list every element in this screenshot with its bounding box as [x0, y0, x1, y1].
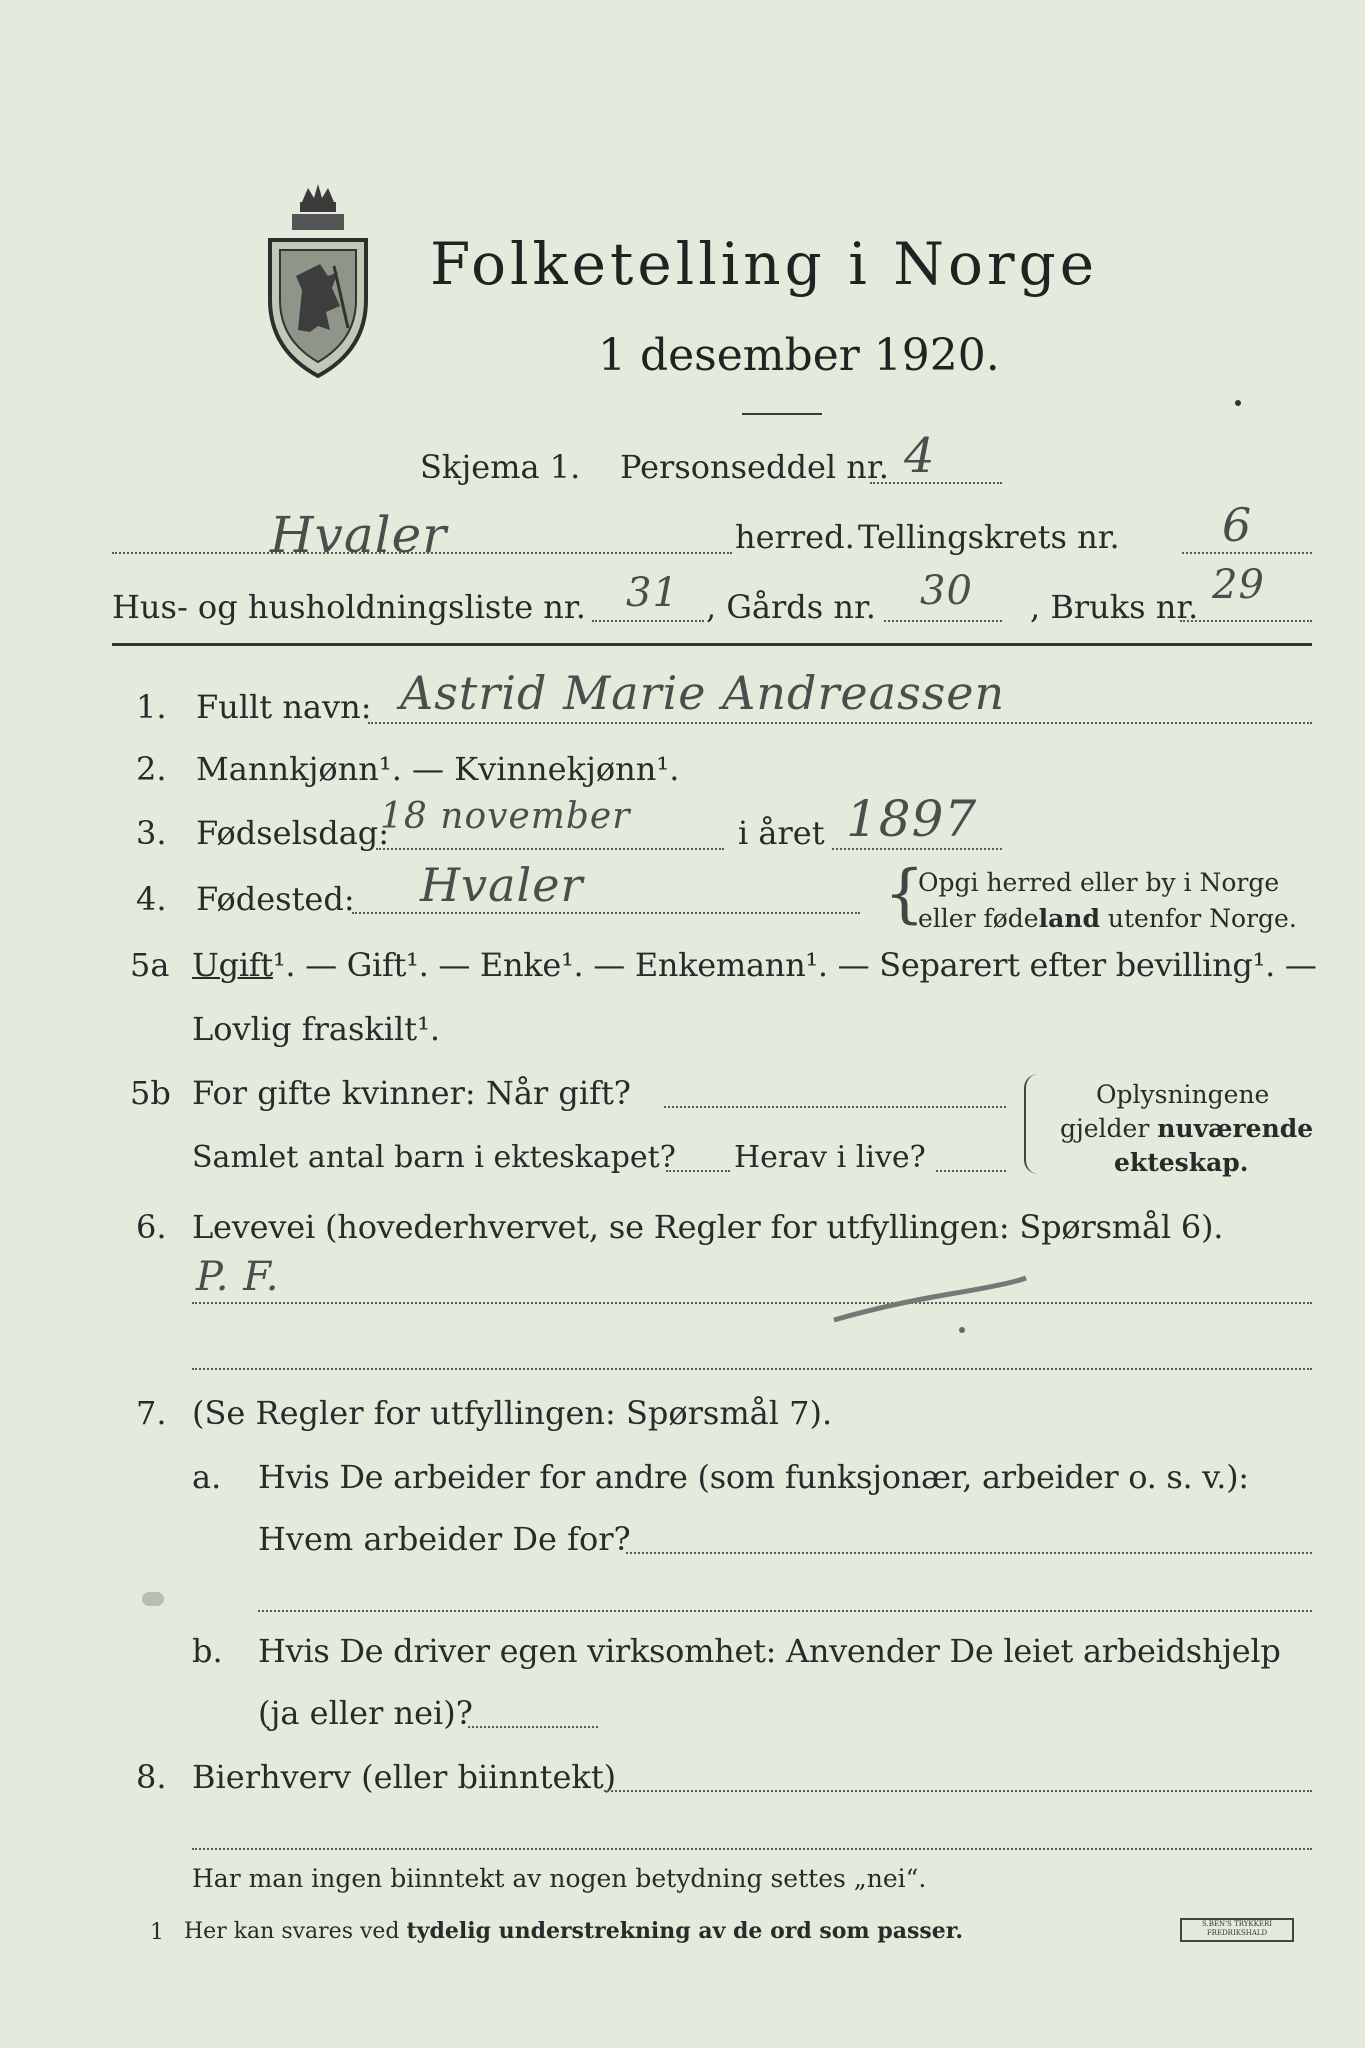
- header-separator: [112, 643, 1312, 646]
- q3-value: 18 november: [380, 796, 631, 837]
- ink-smudge: [142, 1592, 164, 1606]
- q5b-line1: For gifte kvinner: Når gift?: [192, 1074, 631, 1112]
- husholdning-value: 31: [626, 570, 679, 616]
- tellingskrets-line: [1182, 552, 1312, 554]
- personseddel-label: Personseddel nr.: [620, 448, 889, 486]
- q7-number: 7.: [136, 1394, 167, 1432]
- q5b-alive-label: Herav i live?: [734, 1140, 926, 1175]
- q7b-line1: Hvis De driver egen virksomhet: Anvender De leiet arbeidshjelp: [258, 1632, 1281, 1670]
- gards-line: [884, 620, 1002, 622]
- q1-number: 1.: [136, 688, 167, 726]
- q4-label: Fødested:: [196, 880, 355, 918]
- q6-line2: [192, 1368, 1312, 1370]
- q4-value: Hvaler: [420, 858, 584, 912]
- herred-label: herred.: [735, 518, 855, 556]
- q8-line-extra: [192, 1848, 1312, 1850]
- bruks-label: , Bruks nr.: [1030, 588, 1199, 626]
- q5b-number: 5b: [130, 1074, 171, 1112]
- tellingskrets-label: Tellingskrets nr.: [858, 518, 1120, 556]
- q7a-letter: a.: [192, 1458, 222, 1496]
- q4-number: 4.: [136, 880, 167, 918]
- q3-year-value: 1897: [846, 790, 978, 848]
- q3-label: Fødselsdag:: [196, 814, 390, 852]
- q6-value: P. F.: [196, 1254, 280, 1300]
- title-divider: [742, 413, 822, 415]
- herred-value: Hvaler: [270, 506, 448, 564]
- q8-number: 8.: [136, 1758, 167, 1796]
- q2-label: Mannkjønn¹. — Kvinnekjønn¹.: [196, 750, 680, 788]
- q4-brace: {: [884, 857, 925, 931]
- q5a-line2: Lovlig fraskilt¹.: [192, 1010, 441, 1048]
- q6-line1: [192, 1302, 1312, 1304]
- footer-note: Har man ingen biinntekt av nogen betydning settes „nei“.: [192, 1864, 927, 1893]
- personseddel-value: 4: [904, 428, 936, 484]
- form-date: 1 desember 1920.: [598, 330, 1000, 381]
- q6-number: 6.: [136, 1208, 167, 1246]
- printer-stamp: S.BEN'S TRYKKERI FREDRIKSHALD: [1180, 1918, 1294, 1942]
- q6-label: Levevei (hovederhvervet, se Regler for utfyllingen: Spørsmål 6).: [192, 1208, 1224, 1246]
- q7a-line: [626, 1552, 1312, 1554]
- husholdning-label: Hus- og husholdningsliste nr.: [112, 588, 586, 626]
- q4-line: [352, 912, 860, 914]
- mark-dot: [1235, 400, 1241, 406]
- footnote-text: Her kan svares ved tydelig understrekning av de ord som passer.: [184, 1918, 964, 1944]
- q5b-note-line2: gjelder nuværende: [1060, 1114, 1314, 1143]
- q4-note-line2: eller fødeland utenfor Norge.: [918, 904, 1297, 933]
- q5b-children-line: [666, 1170, 730, 1172]
- tellingskrets-value: 6: [1222, 498, 1253, 552]
- q6-pen-stroke: [830, 1268, 1030, 1342]
- q2-number: 2.: [136, 750, 167, 788]
- q5b-alive-line: [936, 1170, 1006, 1172]
- q4-note-line1: Opgi herred eller by i Norge: [918, 868, 1280, 897]
- q5a-number: 5a: [130, 946, 170, 984]
- coat-of-arms-icon: [262, 180, 374, 380]
- q1-label: Fullt navn:: [196, 688, 372, 726]
- q7b-line2: (ja eller nei)?: [258, 1694, 473, 1732]
- q8-label: Bierhverv (eller biinntekt): [192, 1758, 617, 1796]
- q5b-when-line: [664, 1106, 1006, 1108]
- q8-line: [604, 1790, 1312, 1792]
- q5b-children-label: Samlet antal barn i ekteskapet?: [192, 1140, 676, 1175]
- q3-year-label: i året: [738, 814, 825, 852]
- q5a-ugift-underlined: Ugift: [192, 946, 273, 984]
- q5b-note-line1: Oplysningene: [1096, 1080, 1270, 1109]
- footnote-number: 1: [150, 1920, 164, 1945]
- q7b-line: [468, 1726, 598, 1728]
- q3-line: [376, 848, 724, 850]
- gards-label: , Gårds nr.: [706, 588, 876, 626]
- q7a-line1: Hvis De arbeider for andre (som funksjonær, arbeider o. s. v.):: [258, 1458, 1249, 1496]
- schema-label: Skjema 1.: [420, 448, 581, 486]
- q5b-bracket: [1024, 1074, 1040, 1174]
- q5b-note-line3: ekteskap.: [1114, 1148, 1249, 1177]
- gards-value: 30: [920, 568, 973, 614]
- q1-line: [368, 722, 1312, 724]
- q7-label: (Se Regler for utfyllingen: Spørsmål 7).: [192, 1394, 833, 1432]
- q7a-line2: Hvem arbeider De for?: [258, 1520, 631, 1558]
- personseddel-line: [870, 482, 1002, 484]
- form-title: Folketelling i Norge: [430, 230, 1099, 298]
- q5a-options: Ugift¹. — Gift¹. — Enke¹. — Enkemann¹. — Separert efter bevilling¹. —: [192, 946, 1317, 984]
- q7a-line-extra: [258, 1610, 1312, 1612]
- bruks-value: 29: [1212, 562, 1265, 608]
- q3-year-line: [832, 848, 1002, 850]
- bruks-line: [1180, 620, 1312, 622]
- q3-number: 3.: [136, 814, 167, 852]
- q7b-letter: b.: [192, 1632, 223, 1670]
- husholdning-line: [592, 620, 704, 622]
- q1-value: Astrid Marie Andreassen: [400, 666, 1006, 720]
